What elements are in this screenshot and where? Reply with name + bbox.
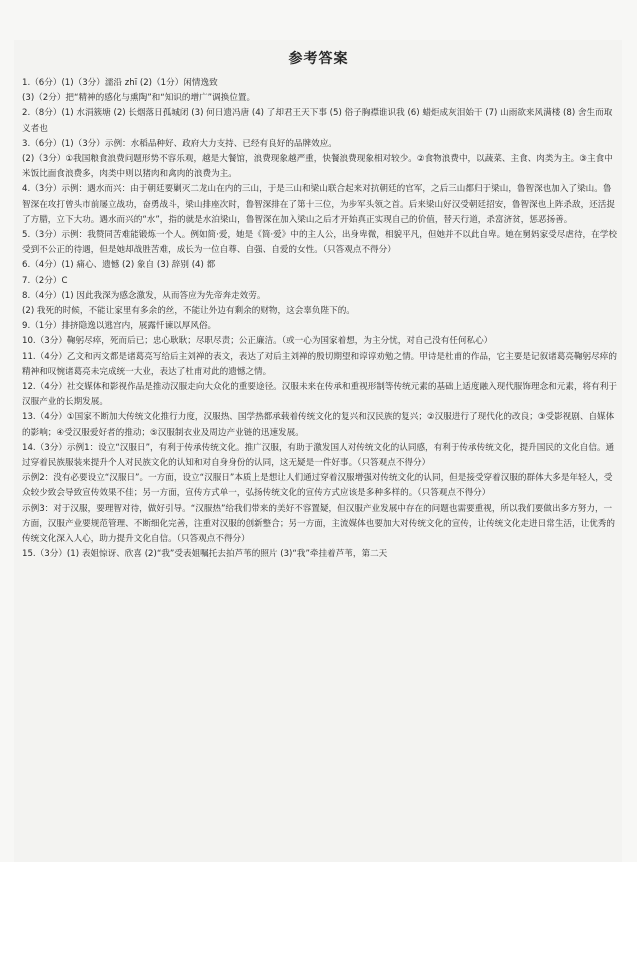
answer-paragraph: 5.（3分）示例：我赞同苦难能锻炼一个人。例如简·爱，她是《简·爱》中的主人公，出身卑微，相貌平凡，但她并不以此自卑。她在舅妈家受尽虐待，在学校受到不公正的待遇，但是她却战胜苦难，成长为一位自尊、自强、自爱的女性。（只答观点不得分）: [22, 230, 617, 256]
answer-paragraph: 4.（3分）示例：遇水而兴：由于朝廷要剿灭二龙山在内的三山，于是三山和梁山联合起来对抗朝廷的官军，之后三山都归于梁山，鲁智深也加入了梁山。鲁智深在攻打曾头市前屡立战功，奋勇战斗，梁山排座次时，鲁智深排在了第十三位，为步军头领之首。后来梁山好汉受朝廷招安，鲁智深也上阵杀敌，还活捉了方腊，立下大功。遇水而兴的“水”，指的就是水泊梁山，鲁智深在加入梁山之后才开始真正实现自己的价值，替天行道，杀富济贫，惩恶扬善。: [22, 184, 615, 225]
answer-paragraph: 2.（8分）(1) 水涓簇塘 (2) 长烟落日孤城闭 (3) 何日遗冯唐 (4) 了却君王天下事 (5) 俗子胸襟谁识我 (6) 蜡炬成灰泪始干 (7) 山雨欲来风满楼 (8) 舍生而取义者也: [22, 108, 613, 134]
answer-paragraph: (2)（3分）①我国粮食浪费问题形势不容乐观，越是大餐馆，浪费现象越严重，快餐浪费现象相对较少。②食物浪费中，以蔬菜、主食、肉类为主。③主食中米饭比面食浪费多，肉类中则以猪肉和禽肉的浪费为主。: [22, 154, 613, 180]
answer-paragraph: 6.（4分）(1) 痛心、遗憾 (2) 象自 (3) 辞别 (4) 都: [22, 260, 216, 271]
answer-paragraph: 12.（4分）社交媒体和影视作品是推动汉服走向大众化的重要途径。汉服未来在传承和重视形制等传统元素的基础上适度融入现代服饰理念和元素，将有利于汉服产业的长期发展。: [22, 382, 617, 408]
answer-paragraph: 1.（6分）(1)（3分）濡沿 zhī (2)（1分）闲情逸致: [22, 78, 218, 88]
answer-content: [22, 76, 618, 563]
answer-paragraph: 3.（6分）(1)（3分）示例：水稻品种好、政府大力支持、已经有良好的品牌效应。: [22, 138, 337, 149]
page-title: 参考答案: [288, 51, 349, 67]
answer-paragraph: 示例2：没有必要设立“汉服日”。一方面，设立“汉服日”本质上是想让人们通过穿着汉服增强对传统文化的认同，但是接受穿着汉服的群体大多是年轻人，受众较少致会导致宣传效果不佳；另一方面，宣传方式单一，弘扬传统文化的宣传方式应该是多种多样的。（只答观点不得分）: [22, 473, 613, 499]
answer-paragraph: 11.（4分）乙文和丙文都是诸葛亮写给后主刘禅的表文，表达了对后主刘禅的殷切期望和谆谆劝勉之情。甲诗是杜甫的作品，它主要是记叙诸葛亮鞠躬尽瘁的精神和叹惋诸葛亮未完成统一大业，表达了杜甫对此的遗憾之情。: [22, 351, 617, 377]
answer-paragraph: 15.（3分）(1) 表姐惊讶、欣喜 (2)“我”受表姐嘱托去拍芦苇的照片 (3)“我”牵挂着芦苇，第二天: [22, 549, 388, 560]
answer-paragraph: (3)（2分）把“精神的感化与熏陶”和“知识的增广”调换位置。: [22, 93, 256, 104]
answer-paragraph: 9.（1分）排挤隐逸以逃宫内，展露忏谏以厚风俗。: [22, 321, 217, 332]
answer-paragraph: 10.（3分）鞠躬尽瘁，死而后已；忠心耿耿；尽职尽责；公正廉洁。（或一心为国家着想，为主分忧，对自己没有任何私心）: [22, 336, 493, 347]
answer-paragraph: 8.（4分）(1) 因此我深为感念激发，从而答应为先帝奔走效劳。: [22, 290, 266, 301]
answer-paragraph: (2) 我死的时候，不能让家里有多余的丝，不能让外边有剩余的财物，这会辜负陛下的。: [22, 306, 355, 317]
answer-paragraph: 13.（4分）①国家不断加大传统文化推行力度，汉服热、国学热都承载着传统文化的复兴和汉民族的复兴；②汉服进行了现代化的改良；③受影视剧、自媒体的影响；④受汉服爱好者的推动；⑤汉服制衣业及周边产业链的迅速发展。: [22, 412, 615, 438]
answer-paragraph: 14.（3分）示例1：设立“汉服日”，有利于传承传统文化。推广汉服，有助于激发国人对传统文化的认同感，有利于传承传统文化，提升国民的文化自信。通过穿着民族服装来提升个人对民族文化的认知和对自身身份的认同，这无疑是一件好事。（只答观点不得分）: [22, 442, 615, 469]
answer-paragraph: 示例3：对于汉服，要理智对待，做好引导。“汉服热”给我们带来的美好不容置疑，但汉服产业发展中存在的问题也需要重视，所以我们要做出多方努力，一方面，汉服产业要规范管理、不断细化完善，注重对汉服的创新整合；另一方面，主流媒体也要加大对传统文化的宣传，让传统文化走进日常生活，让优秀的传统文化深入人心，助力提升文化自信。（只答观点不得分）: [22, 503, 615, 545]
page-bottom-margin: [0, 862, 637, 967]
answer-paragraph: 7.（2分）C: [22, 275, 68, 286]
